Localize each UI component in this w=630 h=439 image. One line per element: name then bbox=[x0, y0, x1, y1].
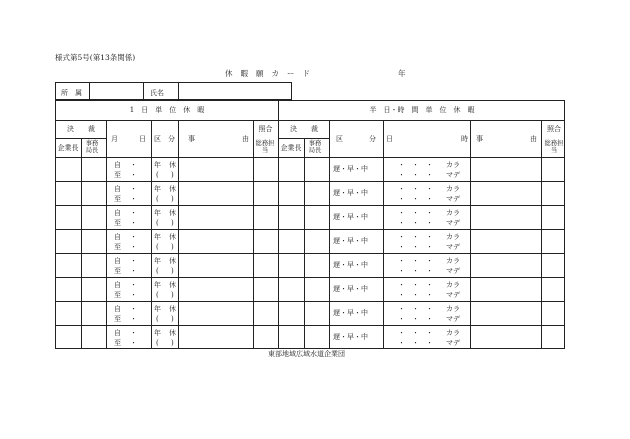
table-row[interactable] bbox=[56, 181, 564, 205]
time-dots: ・ ・ ・ bbox=[398, 305, 433, 313]
paren-close: ) bbox=[171, 243, 174, 251]
partial-jiyu-label: 事 bbox=[476, 135, 483, 143]
made-label: マデ bbox=[446, 267, 460, 275]
kyu-label: 休 bbox=[169, 329, 176, 337]
nen-label: 年 bbox=[154, 209, 161, 217]
paren-open: ( bbox=[156, 315, 159, 323]
time-dots: ・ ・ ・ bbox=[398, 339, 433, 347]
partial-kessai-label: 決 裁 bbox=[290, 125, 318, 133]
day-label: 日 bbox=[139, 135, 146, 143]
time-dots: ・ ・ ・ bbox=[398, 329, 433, 337]
paren-close: ) bbox=[171, 267, 174, 275]
date-dot: ・ bbox=[130, 243, 137, 251]
to-label: 至 bbox=[114, 171, 121, 179]
time-dots: ・ ・ ・ bbox=[398, 185, 433, 193]
to-label: 至 bbox=[114, 195, 121, 203]
kara-label: カラ bbox=[446, 281, 460, 289]
made-label: マデ bbox=[446, 219, 460, 227]
name-field[interactable] bbox=[179, 83, 291, 99]
leave-table bbox=[55, 100, 565, 349]
leave-type-options: 遅・早・中 bbox=[333, 333, 368, 341]
month-label: 月 bbox=[111, 135, 118, 143]
table-row[interactable] bbox=[56, 157, 564, 181]
date-dot: ・ bbox=[130, 185, 137, 193]
nen-label: 年 bbox=[154, 305, 161, 313]
time-dots: ・ ・ ・ bbox=[398, 281, 433, 289]
paren-close: ) bbox=[171, 195, 174, 203]
from-label: 自 bbox=[114, 329, 121, 337]
nen-label: 年 bbox=[154, 257, 161, 265]
partial-day-title: 半 日・時 間 単 位 休 暇 bbox=[369, 106, 475, 114]
date-dot: ・ bbox=[130, 281, 137, 289]
time-dots: ・ ・ ・ bbox=[398, 219, 433, 227]
table-row[interactable] bbox=[56, 253, 564, 277]
partial-somu-label: 総務担当 bbox=[544, 140, 564, 155]
from-label: 自 bbox=[114, 233, 121, 241]
made-label: マデ bbox=[446, 171, 460, 179]
from-label: 自 bbox=[114, 185, 121, 193]
kyu-label: 休 bbox=[169, 209, 176, 217]
made-label: マデ bbox=[446, 315, 460, 323]
made-label: マデ bbox=[446, 195, 460, 203]
time-dots: ・ ・ ・ bbox=[398, 243, 433, 251]
paren-close: ) bbox=[171, 315, 174, 323]
paren-open: ( bbox=[156, 195, 159, 203]
table-row[interactable] bbox=[56, 277, 564, 301]
kyu-label: 休 bbox=[169, 185, 176, 193]
kara-label: カラ bbox=[446, 233, 460, 241]
leave-type-options: 遅・早・中 bbox=[333, 189, 368, 197]
kyu-label: 休 bbox=[169, 161, 176, 169]
date-label: 日 bbox=[386, 135, 393, 143]
nen-label: 年 bbox=[154, 233, 161, 241]
partial-kigyocho-label: 企業長 bbox=[280, 144, 302, 152]
date-dot: ・ bbox=[130, 171, 137, 179]
full-somu-label: 総務担当 bbox=[255, 140, 275, 155]
date-dot: ・ bbox=[130, 161, 137, 169]
full-kessai-label: 決 裁 bbox=[67, 125, 95, 133]
organization-name: 東部地域広域水道企業団 bbox=[268, 350, 345, 358]
full-jimukyokucho-label: 事務局長 bbox=[85, 140, 99, 155]
leave-type-options: 遅・早・中 bbox=[333, 285, 368, 293]
kyu-label: 休 bbox=[169, 281, 176, 289]
partial-kubun-label2: 分 bbox=[369, 135, 376, 143]
name-label: 氏名 bbox=[150, 89, 164, 97]
partial-kubun-label: 区 bbox=[336, 135, 343, 143]
card-title: 休暇願カード bbox=[225, 69, 318, 78]
time-label: 時 bbox=[461, 135, 468, 143]
from-label: 自 bbox=[114, 257, 121, 265]
date-dot: ・ bbox=[130, 267, 137, 275]
time-dots: ・ ・ ・ bbox=[398, 315, 433, 323]
made-label: マデ bbox=[446, 339, 460, 347]
kyu-label: 休 bbox=[169, 257, 176, 265]
from-label: 自 bbox=[114, 161, 121, 169]
kara-label: カラ bbox=[446, 161, 460, 169]
full-shogo-label: 照合 bbox=[258, 125, 273, 133]
paren-open: ( bbox=[156, 339, 159, 347]
to-label: 至 bbox=[114, 219, 121, 227]
time-dots: ・ ・ ・ bbox=[398, 233, 433, 241]
affiliation-label-cell bbox=[56, 83, 90, 99]
paren-open: ( bbox=[156, 267, 159, 275]
leave-type-options: 遅・早・中 bbox=[333, 213, 368, 221]
date-dot: ・ bbox=[130, 257, 137, 265]
leave-type-options: 遅・早・中 bbox=[333, 165, 368, 173]
partial-jiyu-label2: 由 bbox=[530, 135, 537, 143]
leave-type-options: 遅・早・中 bbox=[333, 261, 368, 269]
full-jiyu-label2: 由 bbox=[242, 135, 249, 143]
form-number: 様式第5号(第13条関係) bbox=[55, 53, 136, 62]
from-label: 自 bbox=[114, 209, 121, 217]
nen-label: 年 bbox=[154, 281, 161, 289]
full-jiyu-label: 事 bbox=[188, 135, 195, 143]
date-dot: ・ bbox=[130, 219, 137, 227]
date-dot: ・ bbox=[130, 339, 137, 347]
paren-close: ) bbox=[171, 339, 174, 347]
made-label: マデ bbox=[446, 243, 460, 251]
time-dots: ・ ・ ・ bbox=[398, 209, 433, 217]
nen-label: 年 bbox=[154, 329, 161, 337]
leave-type-options: 遅・早・中 bbox=[333, 309, 368, 317]
to-label: 至 bbox=[114, 339, 121, 347]
time-dots: ・ ・ ・ bbox=[398, 171, 433, 179]
to-label: 至 bbox=[114, 291, 121, 299]
table-row[interactable] bbox=[56, 301, 564, 325]
paren-close: ) bbox=[171, 291, 174, 299]
date-dot: ・ bbox=[130, 209, 137, 217]
paren-close: ) bbox=[171, 171, 174, 179]
paren-open: ( bbox=[156, 243, 159, 251]
kyu-label: 休 bbox=[169, 305, 176, 313]
paren-open: ( bbox=[156, 219, 159, 227]
to-label: 至 bbox=[114, 243, 121, 251]
kara-label: カラ bbox=[446, 305, 460, 313]
time-dots: ・ ・ ・ bbox=[398, 267, 433, 275]
kara-label: カラ bbox=[446, 185, 460, 193]
time-dots: ・ ・ ・ bbox=[398, 195, 433, 203]
kyu-label: 休 bbox=[169, 233, 176, 241]
kara-label: カラ bbox=[446, 329, 460, 337]
paren-open: ( bbox=[156, 171, 159, 179]
nen-label: 年 bbox=[154, 161, 161, 169]
date-dot: ・ bbox=[130, 291, 137, 299]
kara-label: カラ bbox=[446, 209, 460, 217]
from-label: 自 bbox=[114, 281, 121, 289]
from-label: 自 bbox=[114, 305, 121, 313]
time-dots: ・ ・ ・ bbox=[398, 257, 433, 265]
nen-label: 年 bbox=[154, 185, 161, 193]
affiliation-label: 所 属 bbox=[61, 89, 82, 97]
affiliation-name-box bbox=[55, 82, 292, 100]
date-dot: ・ bbox=[130, 233, 137, 241]
partial-shogo-label: 照合 bbox=[547, 125, 561, 133]
full-kigyocho-label: 企業長 bbox=[57, 144, 79, 152]
year-label: 年 bbox=[398, 69, 406, 78]
time-dots: ・ ・ ・ bbox=[398, 291, 433, 299]
to-label: 至 bbox=[114, 315, 121, 323]
paren-close: ) bbox=[171, 219, 174, 227]
date-dot: ・ bbox=[130, 195, 137, 203]
full-day-title: 1 日 単 位 休 暇 bbox=[129, 106, 205, 114]
table-row[interactable] bbox=[56, 229, 564, 253]
full-kubun-label: 区 分 bbox=[154, 135, 175, 143]
time-dots: ・ ・ ・ bbox=[398, 161, 433, 169]
date-dot: ・ bbox=[130, 329, 137, 337]
table-row[interactable] bbox=[56, 325, 564, 349]
table-row[interactable] bbox=[56, 205, 564, 229]
paren-open: ( bbox=[156, 291, 159, 299]
leave-type-options: 遅・早・中 bbox=[333, 237, 368, 245]
affiliation-field[interactable] bbox=[90, 83, 144, 99]
date-dot: ・ bbox=[130, 305, 137, 313]
to-label: 至 bbox=[114, 267, 121, 275]
partial-jimukyokucho-label: 事務局長 bbox=[308, 140, 322, 155]
kara-label: カラ bbox=[446, 257, 460, 265]
made-label: マデ bbox=[446, 291, 460, 299]
name-label-cell bbox=[144, 83, 179, 99]
date-dot: ・ bbox=[130, 315, 137, 323]
